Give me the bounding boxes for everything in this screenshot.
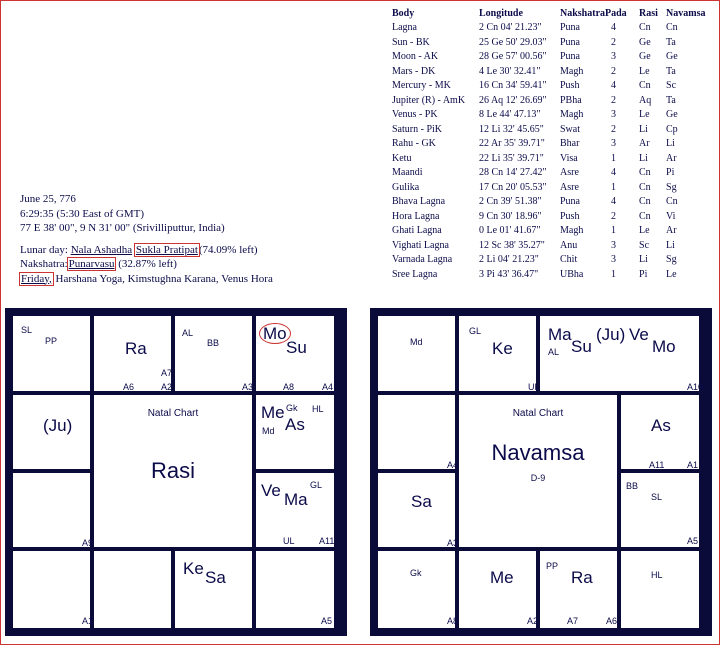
cell-nakshatra: Puna xyxy=(560,51,580,63)
navamsa-a1: A1 xyxy=(687,460,699,470)
rasi-gk: Gk xyxy=(286,403,298,413)
lunar-month: Nala Ashadha xyxy=(70,243,133,256)
cell-rasi: Ge xyxy=(639,51,651,63)
cell-pada: 2 xyxy=(611,65,617,77)
cell-pada: 3 xyxy=(611,254,617,266)
cell-nakshatra: Push xyxy=(560,80,580,92)
cell-nakshatra: Magh xyxy=(560,225,584,237)
cell-rasi: Le xyxy=(639,225,650,237)
cell-body: Mars - DK xyxy=(392,65,436,77)
header-rasi: Rasi xyxy=(639,7,658,19)
navamsa-gl: GL xyxy=(469,326,482,336)
weekday: Friday, xyxy=(21,272,52,285)
navamsa-house-scorpio xyxy=(459,551,539,628)
birth-info xyxy=(20,192,273,286)
table-row xyxy=(392,21,706,36)
tithi-left: (74.09% left) xyxy=(198,243,258,256)
planet-table xyxy=(392,6,706,282)
cell-longitude: 16 Cn 34' 59.41" xyxy=(479,80,547,92)
rasi-house-capricorn xyxy=(13,473,94,548)
cell-longitude: 28 Cn 14' 27.42" xyxy=(479,167,547,179)
cell-nakshatra: Visa xyxy=(560,152,578,164)
navamsa-house-cancer xyxy=(621,395,699,469)
cell-navamsa: Li xyxy=(666,239,675,251)
rasi-su: Su xyxy=(286,338,307,357)
rasi-house-aquarius xyxy=(13,395,90,469)
navamsa-chart-sub: D-9 xyxy=(530,473,546,483)
lunar-day-line xyxy=(20,243,273,258)
header-body: Body xyxy=(392,7,415,19)
cell-longitude: 17 Cn 20' 05.53" xyxy=(479,181,547,193)
cell-body: Maandi xyxy=(392,167,423,179)
cell-body: Ghati Lagna xyxy=(392,225,442,237)
navamsa-chart-title: Natal Chart xyxy=(512,408,564,419)
cell-navamsa: Ta xyxy=(666,94,676,106)
navamsa-chart xyxy=(370,308,712,636)
cell-body: Sree Lagna xyxy=(392,268,438,280)
header-longitude: Longitude xyxy=(479,7,523,19)
cell-navamsa: Cn xyxy=(666,196,678,208)
navamsa-a6: A6 xyxy=(606,616,618,626)
table-row xyxy=(392,137,706,152)
birth-place: 77 E 38' 00", 9 N 31' 00" (Srivilliputtur, India) xyxy=(20,222,225,234)
cell-nakshatra: Puna xyxy=(560,196,580,208)
rasi-sl: SL xyxy=(21,325,33,335)
cell-pada: 4 xyxy=(611,80,617,92)
cell-body: Saturn - PiK xyxy=(392,123,442,135)
cell-nakshatra: Magh xyxy=(560,109,584,121)
cell-longitude: 0 Le 01' 41.67" xyxy=(479,225,541,237)
cell-pada: 1 xyxy=(611,152,617,164)
rasi-ve: Ve xyxy=(261,481,281,500)
rasi-house-leo xyxy=(256,473,334,547)
navamsa-ke: Ke xyxy=(492,339,513,358)
table-row xyxy=(392,238,706,253)
cell-nakshatra: Chit xyxy=(560,254,578,266)
cell-rasi: Ar xyxy=(639,138,650,150)
cell-body: Vighati Lagna xyxy=(392,239,449,251)
table-row xyxy=(392,180,706,195)
navamsa-house-taurus-gemini xyxy=(540,316,704,392)
cell-longitude: 2 Cn 04' 21.23" xyxy=(479,22,542,34)
cell-longitude: 12 Li 32' 45.65" xyxy=(479,123,544,135)
cell-nakshatra: Magh xyxy=(560,65,584,77)
cell-body: Moon - AK xyxy=(392,51,439,63)
rasi-house-aries xyxy=(94,316,171,391)
rasi-as: As xyxy=(285,415,305,434)
header-navamsa: Navamsa xyxy=(666,7,706,19)
cell-navamsa: Ar xyxy=(666,152,677,164)
cell-pada: 2 xyxy=(611,36,617,48)
cell-longitude: 3 Pi 43' 36.47" xyxy=(479,268,539,280)
navamsa-a7: A7 xyxy=(567,616,579,626)
cell-rasi: Cn xyxy=(639,80,651,92)
cell-rasi: Li xyxy=(639,254,648,266)
rasi-house-gemini xyxy=(256,316,334,391)
table-row xyxy=(392,195,706,210)
nakshatra-left: (32.87% left) xyxy=(118,258,177,270)
table-row xyxy=(392,108,706,123)
rasi-bb: BB xyxy=(207,338,220,348)
cell-navamsa: Pi xyxy=(666,167,675,179)
rasi-a3: A3 xyxy=(242,382,254,392)
birth-date: June 25, 776 xyxy=(20,193,76,205)
navamsa-gk: Gk xyxy=(410,568,422,578)
cell-nakshatra: Swat xyxy=(560,123,580,135)
rasi-ke: Ke xyxy=(183,559,204,578)
navamsa-me: Me xyxy=(490,568,514,587)
rasi-house-cancer xyxy=(256,395,334,469)
navamsa-a10: A10 xyxy=(687,382,704,392)
table-row xyxy=(392,93,706,108)
navamsa-ve: Ve xyxy=(629,325,649,344)
cell-rasi: Le xyxy=(639,65,650,77)
cell-navamsa: Sg xyxy=(666,254,677,266)
cell-longitude: 4 Le 30' 32.41" xyxy=(479,65,541,77)
navamsa-pp: PP xyxy=(546,561,559,571)
cell-pada: 4 xyxy=(611,22,617,34)
cell-rasi: Aq xyxy=(639,94,652,106)
navamsa-house-sagittarius xyxy=(378,551,459,628)
rasi-hl: HL xyxy=(312,404,324,414)
cell-body: Venus - PK xyxy=(392,109,438,121)
cell-pada: 3 xyxy=(611,51,617,63)
weekday-line xyxy=(20,272,273,287)
cell-pada: 4 xyxy=(611,196,617,208)
cell-nakshatra: Bhar xyxy=(560,138,580,150)
tithi: Sukla Pratipat xyxy=(135,243,198,256)
cell-nakshatra: Asre xyxy=(560,167,579,179)
rasi-me: Me xyxy=(261,403,285,422)
navamsa-bb: BB xyxy=(626,481,639,491)
nakshatra: Punarvasu xyxy=(68,258,115,270)
navamsa-house-virgo xyxy=(621,551,699,628)
rasi-md: Md xyxy=(262,426,275,436)
cell-pada: 2 xyxy=(611,94,617,106)
navamsa-house-pisces xyxy=(378,316,455,391)
table-row xyxy=(392,122,706,137)
rasi-house-libra xyxy=(175,551,252,628)
navamsa-a4: A4 xyxy=(447,460,459,470)
cell-rasi: Li xyxy=(639,152,648,164)
navamsa-ul: UL xyxy=(528,382,540,392)
table-body xyxy=(392,21,706,282)
yoga-line: Harshana Yoga, Kimstughna Karana, Venus Hora xyxy=(55,272,273,285)
rasi-house-sagittarius xyxy=(13,551,94,628)
cell-longitude: 25 Ge 50' 29.03" xyxy=(479,36,547,48)
rasi-a11: A11 xyxy=(319,536,335,546)
table-row xyxy=(392,209,706,224)
rasi-a6: A6 xyxy=(123,382,135,392)
cell-pada: 1 xyxy=(611,225,617,237)
navamsa-a11: A11 xyxy=(649,460,665,470)
rasi-ul: UL xyxy=(283,536,295,546)
rasi-house-scorpio xyxy=(94,551,171,628)
rasi-pp: PP xyxy=(45,336,58,346)
navamsa-ju: (Ju) xyxy=(596,325,626,344)
navamsa-a8: A8 xyxy=(447,616,459,626)
cell-navamsa: Cp xyxy=(666,123,678,135)
cell-body: Bhava Lagna xyxy=(392,196,446,208)
navamsa-house-capricorn xyxy=(378,473,459,548)
cell-nakshatra: Puna xyxy=(560,36,580,48)
navamsa-a2: A2 xyxy=(527,616,539,626)
navamsa-center xyxy=(459,395,617,547)
cell-longitude: 2 Cn 39' 51.38" xyxy=(479,196,542,208)
cell-longitude: 26 Aq 12' 26.69" xyxy=(479,94,547,106)
rasi-center xyxy=(94,395,252,547)
navamsa-md: Md xyxy=(410,337,423,347)
cell-rasi: Cn xyxy=(639,181,651,193)
rasi-a1: A1 xyxy=(82,616,94,626)
cell-pada: 3 xyxy=(611,109,617,121)
table-row xyxy=(392,224,706,239)
cell-nakshatra: Anu xyxy=(560,239,578,251)
cell-rasi: Ge xyxy=(639,36,651,48)
navamsa-hl: HL xyxy=(651,570,663,580)
rasi-a9: A9 xyxy=(82,538,94,548)
cell-body: Sun - BK xyxy=(392,36,430,48)
cell-navamsa: Ar xyxy=(666,225,677,237)
rasi-a5: A5 xyxy=(321,616,333,626)
rasi-al: AL xyxy=(182,328,194,338)
navamsa-a3: A3 xyxy=(447,538,459,548)
table-row xyxy=(392,50,706,65)
rasi-ra: Ra xyxy=(125,339,147,358)
cell-longitude: 9 Cn 30' 18.96" xyxy=(479,210,542,222)
cell-pada: 3 xyxy=(611,239,617,251)
nakshatra-line xyxy=(20,257,273,272)
rasi-chart xyxy=(5,308,347,636)
rasi-chart-title: Natal Chart xyxy=(147,408,199,419)
cell-longitude: 2 Li 04' 21.23" xyxy=(479,254,539,266)
cell-navamsa: Li xyxy=(666,138,675,150)
cell-pada: 2 xyxy=(611,123,617,135)
table-row xyxy=(392,267,706,282)
cell-navamsa: Vi xyxy=(666,210,676,222)
rasi-chart-name: Rasi xyxy=(150,458,195,483)
lunar-day-label: Lunar day: xyxy=(20,243,68,256)
cell-rasi: Pi xyxy=(639,268,648,280)
cell-navamsa: Ta xyxy=(666,65,676,77)
cell-nakshatra: PBha xyxy=(560,94,582,106)
cell-navamsa: Ta xyxy=(666,36,676,48)
cell-longitude: 22 Li 35' 39.71" xyxy=(479,152,544,164)
cell-body: Varnada Lagna xyxy=(392,254,453,266)
table-row xyxy=(392,35,706,50)
cell-body: Ketu xyxy=(392,152,412,164)
navamsa-house-libra xyxy=(540,551,617,628)
cell-rasi: Cn xyxy=(639,167,651,179)
nakshatra-label: Nakshatra: xyxy=(20,258,68,270)
rasi-a7: A7 xyxy=(161,368,173,378)
table-row xyxy=(392,64,706,79)
navamsa-su: Su xyxy=(571,337,592,356)
cell-nakshatra: Push xyxy=(560,210,580,222)
cell-nakshatra: UBha xyxy=(560,268,584,280)
cell-nakshatra: Puna xyxy=(560,22,580,34)
cell-navamsa: Sg xyxy=(666,181,677,193)
cell-longitude: 22 Ar 35' 39.71" xyxy=(479,138,545,150)
cell-navamsa: Le xyxy=(666,268,677,280)
cell-body: Mercury - MK xyxy=(392,80,451,92)
table-row xyxy=(392,253,706,268)
cell-longitude: 28 Ge 57' 00.56" xyxy=(479,51,547,63)
navamsa-sa: Sa xyxy=(411,492,432,511)
navamsa-house-aquarius xyxy=(378,395,459,470)
cell-rasi: Le xyxy=(639,109,650,121)
rasi-house-taurus xyxy=(175,316,252,391)
cell-pada: 1 xyxy=(611,268,617,280)
cell-body: Gulika xyxy=(392,181,420,193)
navamsa-ma: Ma xyxy=(548,325,572,344)
table-row xyxy=(392,79,706,94)
cell-pada: 3 xyxy=(611,138,617,150)
navamsa-sl: SL xyxy=(651,492,663,502)
cell-body: Lagna xyxy=(392,22,417,34)
navamsa-house-leo xyxy=(621,473,699,547)
rasi-sa: Sa xyxy=(205,568,226,587)
rasi-a2: A2 xyxy=(161,382,173,392)
navamsa-a5: A5 xyxy=(687,536,699,546)
rasi-house-virgo xyxy=(256,551,334,628)
rasi-a4: A4 xyxy=(322,382,334,392)
rasi-ju: (Ju) xyxy=(43,416,73,435)
cell-navamsa: Ge xyxy=(666,51,678,63)
cell-pada: 1 xyxy=(611,181,617,193)
cell-pada: 4 xyxy=(611,167,617,179)
navamsa-al: AL xyxy=(548,347,560,357)
cell-pada: 2 xyxy=(611,210,617,222)
rasi-house-pisces xyxy=(13,316,90,391)
cell-rasi: Sc xyxy=(639,239,650,251)
navamsa-as: As xyxy=(651,416,671,435)
navamsa-chart-name: Navamsa xyxy=(491,440,585,465)
rasi-ma: Ma xyxy=(284,490,308,509)
cell-navamsa: Cn xyxy=(666,22,678,34)
table-row xyxy=(392,166,706,181)
birth-time: 6:29:35 (5:30 East of GMT) xyxy=(20,207,145,220)
rasi-mo: Mo xyxy=(259,323,291,344)
cell-rasi: Li xyxy=(639,123,648,135)
cell-rasi: Cn xyxy=(639,196,651,208)
navamsa-house-aries xyxy=(459,316,540,392)
cell-body: Jupiter (R) - AmK xyxy=(392,94,466,106)
navamsa-ra: Ra xyxy=(571,568,593,587)
header-pada: Pada xyxy=(605,7,627,19)
rasi-a8: A8 xyxy=(283,382,295,392)
table-row xyxy=(392,151,706,166)
cell-body: Hora Lagna xyxy=(392,210,440,222)
cell-longitude: 8 Le 44' 47.13" xyxy=(479,109,541,121)
header-nakshatra: Nakshatra xyxy=(560,7,606,19)
cell-longitude: 12 Sc 38' 35.27" xyxy=(479,239,545,251)
table-header-row xyxy=(392,6,706,21)
navamsa-mo: Mo xyxy=(652,337,676,356)
cell-rasi: Cn xyxy=(639,22,651,34)
cell-nakshatra: Asre xyxy=(560,181,579,193)
rasi-gl: GL xyxy=(310,480,323,490)
cell-rasi: Cn xyxy=(639,210,651,222)
cell-navamsa: Sc xyxy=(666,80,677,92)
cell-body: Rahu - GK xyxy=(392,138,436,150)
cell-navamsa: Ge xyxy=(666,109,678,121)
